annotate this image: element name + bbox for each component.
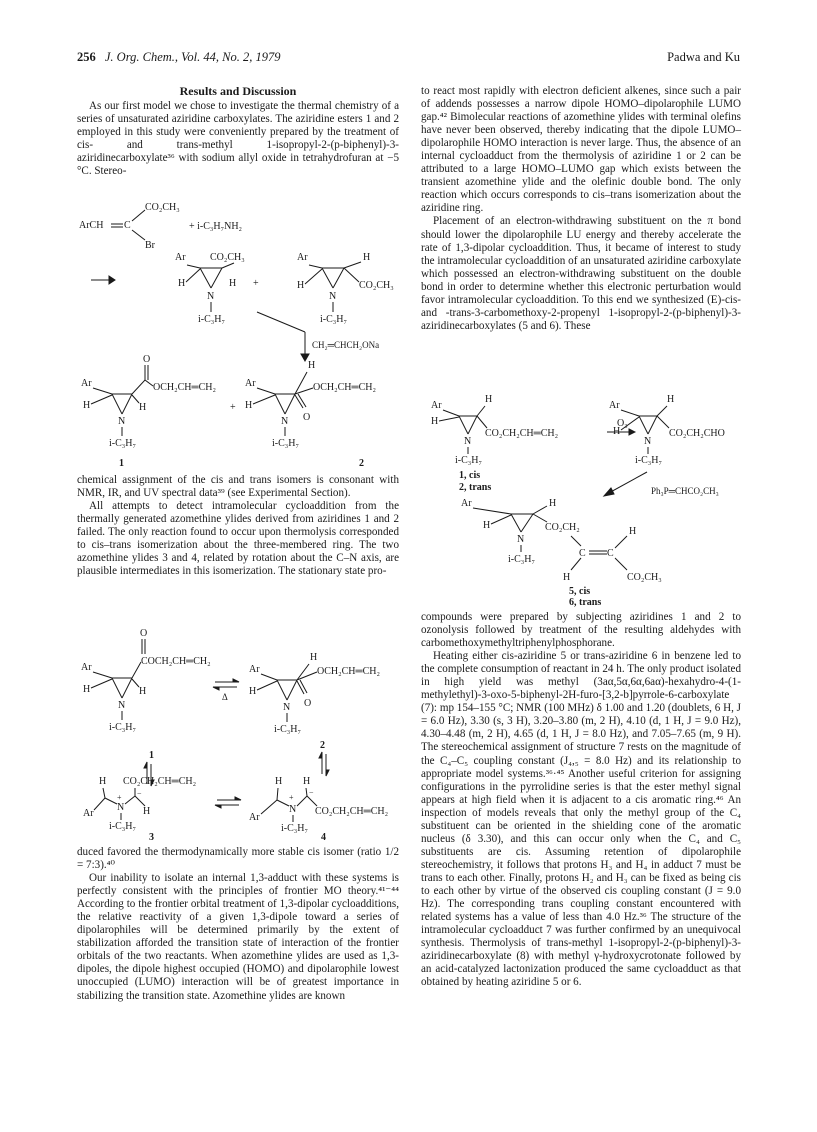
allyl-ester-label: OCH₂CH═CH₂ xyxy=(313,382,376,393)
ester-label: CO₂CH₂CH═CH₂ xyxy=(485,428,559,439)
isopropyl-label: i-C₃H₇ xyxy=(281,823,308,834)
compound-label-2: 2 xyxy=(320,740,325,751)
ester-label: CO₂CH₂ xyxy=(545,522,580,533)
isopropyl-label: i-C₃H₇ xyxy=(635,455,662,466)
paragraph: Placement of an electron-withdrawing substituent on the π bond should lower the dipolarophile LU energy and thereby accelerate the rate of 1,3-dipolar cycloaddition. Thus, it became of interest to study the intramolecular cycloaddition of an unsaturated aziridine carboxylate which possessed an electron-withdrawing substituent on the double bond in order to determine whether this electronic perturbation would favor intramolecular cycloaddition. To this end we synthesized (E)-cis- and -trans-3-carbomethoxy-2-propenyl 1-isopropyl-2-(p-biphenyl)-3-aziridinecarboxylates (5 and 6). These xyxy=(421,215,741,332)
n-label: N xyxy=(118,700,126,711)
compound-label-4: 4 xyxy=(321,832,326,843)
h-label: H xyxy=(431,416,439,427)
bromo-label: Br xyxy=(145,240,155,251)
h-label: H xyxy=(83,684,91,695)
paragraph: duced favored the thermodynamically more stable cis isomer (ratio 1/2 = 7:3).⁴⁰ xyxy=(77,846,399,872)
journal-citation: J. Org. Chem., Vol. 44, No. 2, 1979 xyxy=(104,50,281,64)
ester-label: CO₂CH₃ xyxy=(145,202,180,213)
plus-sign: + xyxy=(253,278,259,289)
ar-label: Ar xyxy=(81,662,92,673)
n-label: N xyxy=(289,804,297,815)
n-label: N xyxy=(283,702,291,713)
paragraph: to react most rapidly with electron deficient alkenes, since such a pair of addends possesses a narrow dipole HOMO–dipolarophile LUMO gap.⁴² Bimolecular reactions of azomethine ylides with terminal olefins have never been observed, thereby indicating that the dipole LUMO–dipolarophile HOMO interaction is never large. Thus, the absence of an internal cycloadduct from the thermolysis of aziridine 1 or 2 can be attributed to a large HOMO–LUMO gap which exists between the transient azomethine ylide and the olefinic double bond. The only reaction which occurs corresponds to cis–trans isomerization about the aziridine ring. xyxy=(421,85,741,215)
minus-charge: − xyxy=(137,789,142,798)
n-label: N xyxy=(464,436,472,447)
n-label: N xyxy=(207,291,215,302)
ester-label: CO₂CH₂CH═CH₂ xyxy=(315,806,389,817)
ester-label: CO₂CH₂CH═CH₂ xyxy=(123,776,197,787)
carbon-c: C xyxy=(124,220,131,231)
compound-label-1: 1 xyxy=(119,458,124,469)
left-text-block-3 xyxy=(77,846,399,1003)
h-label: H xyxy=(303,776,311,787)
compound-label-2: 2 xyxy=(359,458,364,469)
heat-symbol: Δ xyxy=(222,692,228,702)
allyl-ester-label: OCH₂CH═CH₂ xyxy=(317,666,380,677)
o-label: O xyxy=(140,628,148,639)
h-label: H xyxy=(229,278,237,289)
ar-label: Ar xyxy=(431,400,442,411)
h-label: H xyxy=(485,394,493,405)
scheme-1-synthesis xyxy=(77,196,399,470)
isopropyl-label: i-C₃H₇ xyxy=(508,554,535,565)
o-label: O xyxy=(303,412,311,423)
h-label: H xyxy=(563,572,571,583)
ar-label: Ar xyxy=(83,808,94,819)
ar-label: Ar xyxy=(175,252,186,263)
aldehyde-ester-label: CO₂CH₂CHO xyxy=(669,428,725,439)
h-label: H xyxy=(249,686,257,697)
running-header xyxy=(77,50,740,66)
paragraph: Heating either cis-aziridine 5 or trans-aziridine 6 in benzene led to the complete consumption of reactant in 24 h. The only product isolated in high yield was methyl (3aα,5α,6α,6aα)-hexahydro-4-(1-methylethyl)-3-oxo-5-biphenyl-2H-furo-[3,2-b]pyrrole-6-carboxylate (7): mp 154–155 °C; NMR (100 MHz) δ 1.00 and 1.20 (doublets, 6 H, J = 6.0 Hz), 3.30 (s, 3 H), 3.20–3.80 (m, 2 H), 4.10 (d, 1 H, J = 9.0 Hz), 4.30–4.48 (m, 2 H), 4.65 (d, 1 H, J = 8.0 Hz), and 7.05–7.65 (m, 9 H). The stereochemical assignment of structure 7 rests on the magnitude of the C₄–C₅ coupling constant (J₄,₅ = 8.0 Hz) and its relationship to appropriate model systems.³⁶·⁴⁵ Another useful criterion for assigning configurations in the pyrrolidine series is that the ester methyl signal appears at high field when it is adjacent to a cis aromatic ring.⁴⁶ An inspection of models reveals that only the methyl group of the C₄ substituent can be oriented in the shielding cone of the aromatic nucleus (δ 3.30), and this can occur only when the C₄ and C₅ substituents are cis. Assuming retention of dipolarophile stereochemistry, it follows that protons H₃ and H₄ in adduct 7 must be trans to each other. Finally, protons H₂ and H₃ can be fixed as being cis to each other by virtue of the observed cis coupling constant (J = 9.0 Hz). The corresponding trans coupling constant encountered with related systems has a value of less than 4.0 Hz.³⁶ The structure of the intramolecular cycloadduct 7 was further confirmed by an unequivocal synthesis. Thermolysis of trans-methyl 1-isopropyl-2-(p-biphenyl)-3-aziridinecarboxylate (8) with methyl γ-hydroxycrotonate followed by an acid-catalyzed lactonization produced the same cycloadduct as that obtained by heating aziridine 5 or 6. xyxy=(421,650,741,989)
h-label: H xyxy=(363,252,371,263)
ar-label: Ar xyxy=(249,812,260,823)
isopropyl-label: i-C₃H₇ xyxy=(272,438,299,449)
ar-label: Ar xyxy=(249,664,260,675)
isopropyl-label: i-C₃H₇ xyxy=(198,314,225,325)
right-text-block-2 xyxy=(421,611,741,989)
ar-label: Ar xyxy=(245,378,256,389)
ar-label: Ar xyxy=(461,498,472,509)
n-label: N xyxy=(281,416,289,427)
plus-charge: + xyxy=(289,793,294,802)
isopropyl-label: i-C₃H₇ xyxy=(109,821,136,832)
ozone-label: O₃ xyxy=(617,418,628,429)
paragraph: All attempts to detect intramolecular cycloaddition from the thermally generated azomethine ylides derived from aziridines 1 and 2 failed. The only reaction found to occur upon thermolysis corresponded to cis–trans isomerization about the three-membered ring. The two azomethine ylides 3 and 4, related by rotation about the C–N axis, are plausible intermediates in this isomerization. The stationary state pro- xyxy=(77,500,399,578)
isopropyl-label: i-C₃H₇ xyxy=(109,722,136,733)
h-label: H xyxy=(483,520,491,531)
ester-label: CO₂CH₃ xyxy=(210,252,245,263)
compound-label-1-cis: 1, cis xyxy=(459,470,481,481)
page-number: 256 xyxy=(77,50,96,64)
paragraph: chemical assignment of the cis and trans isomers is consonant with NMR, IR, and UV spectral data³⁹ (see Experimental Section). xyxy=(77,474,399,500)
paragraph: Our inability to isolate an internal 1,3-adduct with these systems is perfectly consistent with the principles of frontier MO theory.⁴¹⁻⁴⁴ According to the frontier orbital treatment of 1,3-dipolar cycloadditions, the relative reactivity of a given 1,3-dipole toward a series of dipolarophiles will be determined primarily by the extent of stabilization afforded the transition state of interaction of the frontier orbitals of the two reactants. When azomethine ylides are used as 1,3-dipoles, the dipole highest occupied (HOMO) and dipolarophile lowest unoccupied (LUMO) interaction will be of greatest importance in stabilizing the transition state. Azomethine ylides are known xyxy=(77,872,399,1002)
right-text-block-1 xyxy=(421,85,741,333)
running-authors: Padwa and Ku xyxy=(667,50,740,64)
isopropyl-label: i-C₃H₇ xyxy=(109,438,136,449)
amine-reagent: + i-C₃H₇NH₂ xyxy=(189,221,243,232)
allyl-ester-label: OCH₂CH═CH₂ xyxy=(153,382,216,393)
o-label: O xyxy=(304,698,312,709)
carbon-c: C xyxy=(579,548,586,559)
wittig-reagent-label: Ph₃P═CHCO₂CH₃ xyxy=(651,486,719,496)
ester-label: CO₂CH₃ xyxy=(359,280,394,291)
isopropyl-label: i-C₃H₇ xyxy=(274,724,301,735)
h-label: H xyxy=(83,400,91,411)
ar-label: Ar xyxy=(297,252,308,263)
h-label: H xyxy=(275,776,283,787)
n-label: N xyxy=(118,416,126,427)
left-text-block-2 xyxy=(77,474,399,578)
o-label: O xyxy=(143,354,151,365)
h-label: H xyxy=(308,360,316,371)
acyl-label: COCH₂CH═CH₂ xyxy=(141,656,211,667)
ar-label: Ar xyxy=(609,400,620,411)
arch-label: ArCH xyxy=(79,220,104,231)
left-text-block-1 xyxy=(77,85,399,178)
scheme-2-isomerization xyxy=(77,624,399,842)
h-label: H xyxy=(629,526,637,537)
h-label: H xyxy=(310,652,318,663)
h-label: H xyxy=(245,400,253,411)
h-label: H xyxy=(613,426,621,437)
h-label: H xyxy=(99,776,107,787)
plus-charge: + xyxy=(117,793,122,802)
h-label: H xyxy=(549,498,557,509)
h-label: H xyxy=(297,280,305,291)
scheme-3-ozonolysis-wittig xyxy=(421,390,741,596)
n-label: N xyxy=(517,534,525,545)
h-label: H xyxy=(139,402,147,413)
minus-charge: − xyxy=(309,788,314,797)
n-label: N xyxy=(644,436,652,447)
ar-label: Ar xyxy=(81,378,92,389)
compound-label-5-cis: 5, cis xyxy=(569,586,591,597)
n-label: N xyxy=(329,291,337,302)
reagent-label: CH₂═CHCH₂ONa xyxy=(312,340,380,350)
paragraph: As our first model we chose to investigate the thermal chemistry of a series of unsaturated aziridine carboxylates. The aziridine esters 1 and 2 employed in this study were conveniently prepared by the treatment of cis- and trans-methyl 1-isopropyl-2-(p-biphenyl)-3-aziridinecarboxylate³⁶ with sodium allyl oxide in tetrahydrofuran at −5 °C. Stereo- xyxy=(77,100,399,178)
h-label: H xyxy=(667,394,675,405)
plus-sign: + xyxy=(230,402,236,413)
h-label: H xyxy=(178,278,186,289)
compound-label-1: 1 xyxy=(149,750,154,761)
isopropyl-label: i-C₃H₇ xyxy=(320,314,347,325)
isopropyl-label: i-C₃H₇ xyxy=(455,455,482,466)
section-title: Results and Discussion xyxy=(179,84,297,98)
compound-label-6-trans: 6, trans xyxy=(569,597,602,608)
compound-label-2-trans: 2, trans xyxy=(459,482,492,493)
compound-label-3: 3 xyxy=(149,832,154,843)
ester-label: CO₂CH₃ xyxy=(627,572,662,583)
carbon-c: C xyxy=(607,548,614,559)
h-label: H xyxy=(143,806,151,817)
h-label: H xyxy=(139,686,147,697)
n-label: N xyxy=(117,802,125,813)
paragraph: compounds were prepared by subjecting aziridines 1 and 2 to ozonolysis followed by treatment of the resulting aldehydes with carbomethoxymethyltriphenylphosphorane. xyxy=(421,611,741,650)
